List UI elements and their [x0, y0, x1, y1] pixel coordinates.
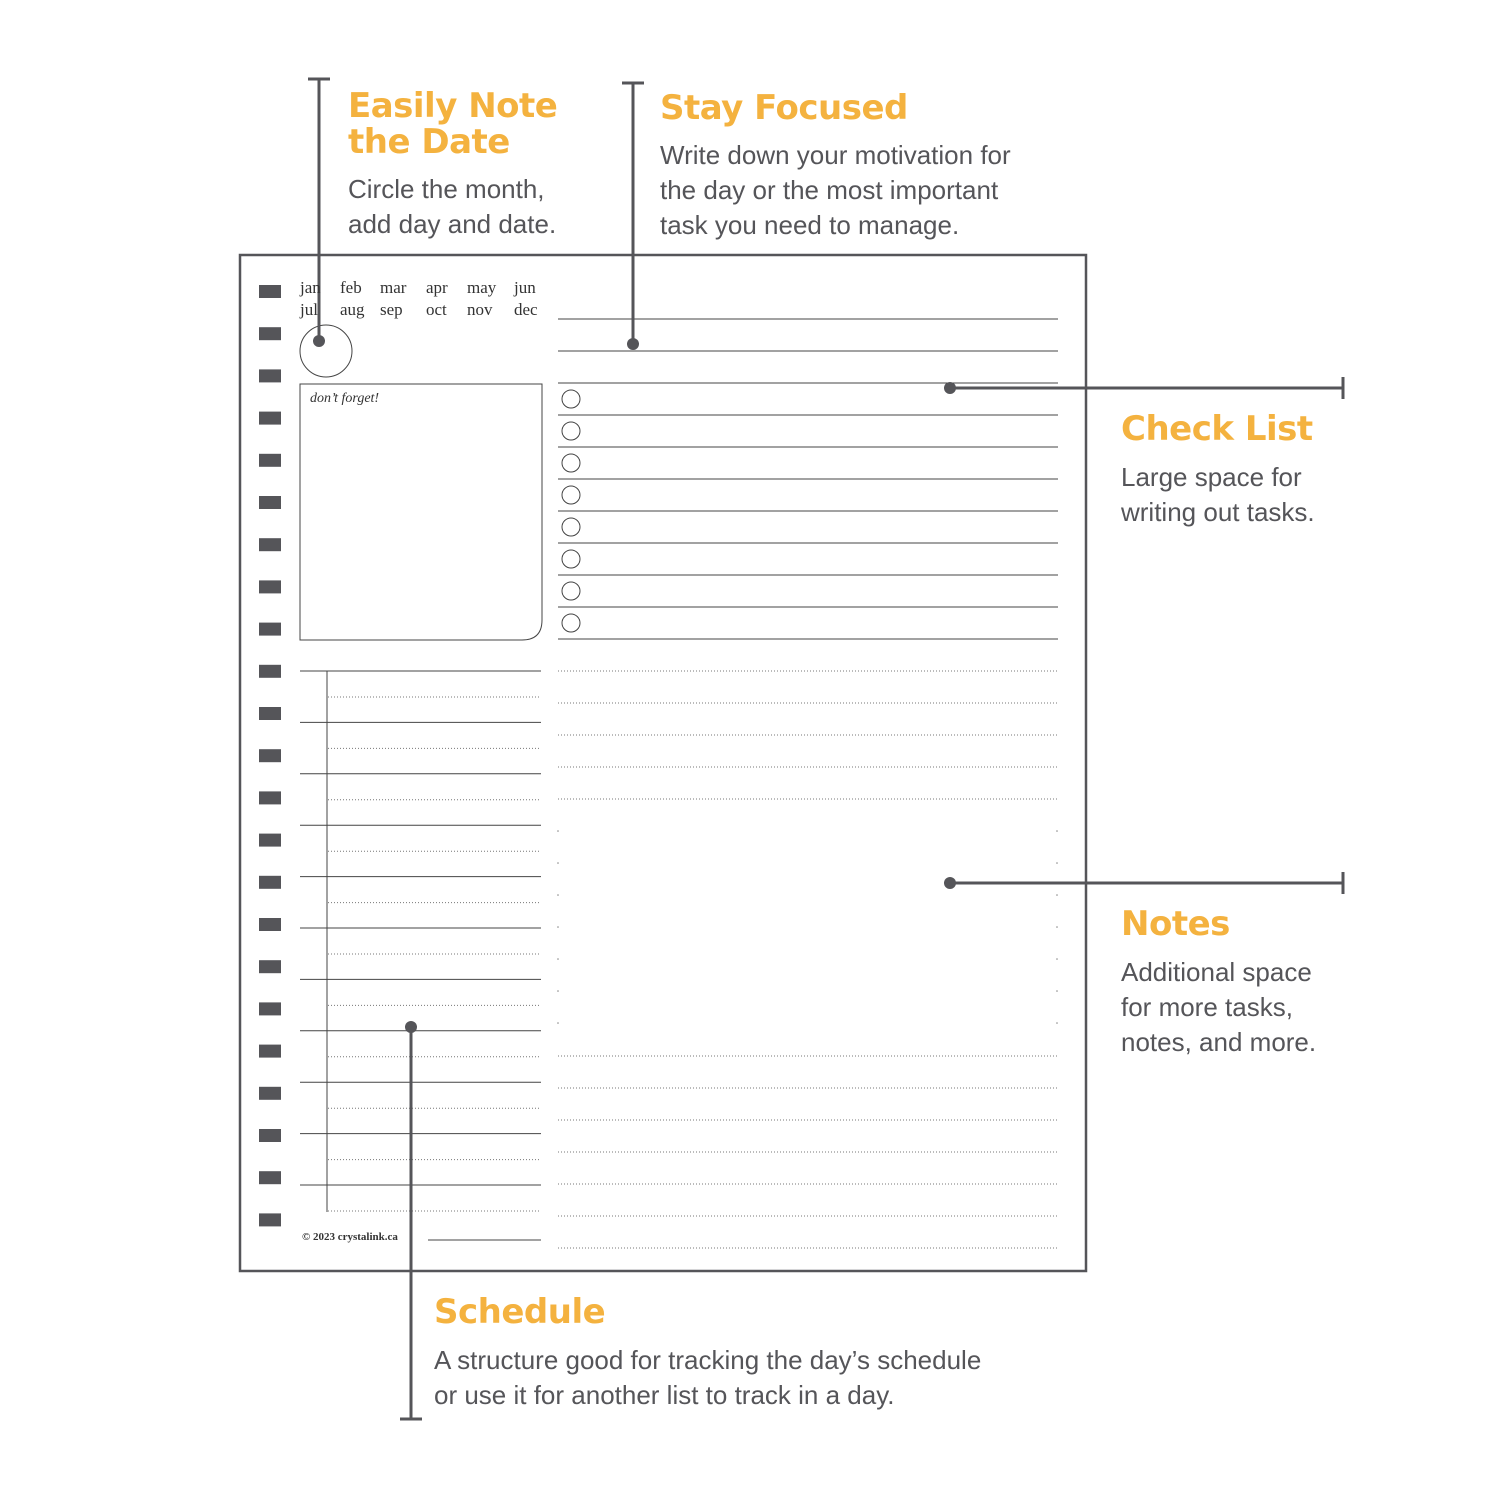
notes-pointer-dot [944, 877, 956, 889]
checklist-callout-title: Check List [1121, 409, 1313, 449]
month-dec: dec [514, 300, 538, 319]
checklist-callout-description: Large space for writing out tasks. [1121, 462, 1315, 527]
schedule-pointer-dot [405, 1021, 417, 1033]
spiral-hole [259, 327, 281, 340]
month-jul: jul [300, 300, 318, 319]
notes-dot [557, 1022, 559, 1024]
focus-callout-description: Write down your motivation for the day or the most important task you need to manage. [660, 140, 1011, 240]
spiral-hole [259, 918, 281, 931]
spiral-hole [259, 369, 281, 382]
focus-callout-title: Stay Focused [660, 88, 908, 128]
checkbox-circle [562, 454, 580, 472]
month-mar: mar [380, 278, 407, 297]
month-feb: feb [340, 278, 362, 297]
notes-callout-title: Notes [1121, 904, 1230, 944]
date-circle [300, 325, 352, 377]
notes-dot [1056, 894, 1058, 896]
spiral-hole [259, 1045, 281, 1058]
notes-dot [1056, 862, 1058, 864]
month-jan: jan [300, 278, 321, 297]
month-sep: sep [380, 300, 403, 319]
spiral-hole [259, 285, 281, 298]
date-callout-title: Easily Note the Date [348, 86, 558, 162]
spiral-hole [259, 1213, 281, 1226]
months-row-second [300, 300, 554, 322]
spiral-hole [259, 1129, 281, 1142]
schedule-callout-description: A structure good for tracking the day’s schedule or use it for another list to track in a day. [434, 1345, 982, 1410]
notes-dot [1056, 926, 1058, 928]
checkbox-circle [562, 422, 580, 440]
copyright-text: © 2023 crystalink.ca [302, 1231, 398, 1243]
checkbox-circle [562, 486, 580, 504]
spiral-hole [259, 749, 281, 762]
month-nov: nov [467, 300, 493, 319]
month-jun: jun [514, 278, 536, 297]
notes-dot [1056, 830, 1058, 832]
month-aug: aug [340, 300, 365, 319]
dont-forget-label: don’t forget! [310, 391, 380, 406]
notes-dot [557, 862, 559, 864]
notes-dot [557, 958, 559, 960]
spiral-hole [259, 538, 281, 551]
spiral-hole [259, 1002, 281, 1015]
notes-dot [557, 990, 559, 992]
dont-forget-box [300, 384, 542, 640]
notes-callout-description: Additional space for more tasks, notes, and more. [1121, 957, 1317, 1057]
checkbox-circle [562, 582, 580, 600]
spiral-hole [259, 412, 281, 425]
spiral-hole [259, 454, 281, 467]
notes-dot [1056, 990, 1058, 992]
planner-page-frame [240, 255, 1086, 1271]
spiral-hole [259, 1171, 281, 1184]
spiral-hole [259, 1087, 281, 1100]
spiral-hole [259, 834, 281, 847]
spiral-hole [259, 623, 281, 636]
checkbox-circle [562, 614, 580, 632]
notes-dot [557, 830, 559, 832]
spiral-hole [259, 496, 281, 509]
notes-dot [1056, 1022, 1058, 1024]
notes-dot [557, 926, 559, 928]
spiral-hole [259, 665, 281, 678]
notes-dot [557, 894, 559, 896]
months-row-first [300, 278, 554, 300]
month-selector [300, 278, 554, 322]
checkbox-circle [562, 550, 580, 568]
spiral-hole [259, 707, 281, 720]
spiral-hole [259, 960, 281, 973]
month-oct: oct [426, 300, 447, 319]
month-may: may [467, 278, 497, 297]
checklist-pointer-dot [944, 382, 956, 394]
checkbox-circle [562, 518, 580, 536]
focus-pointer-dot [627, 338, 639, 350]
spiral-hole [259, 876, 281, 889]
schedule-callout-title: Schedule [434, 1292, 606, 1332]
spiral-hole [259, 791, 281, 804]
notes-dot [1056, 958, 1058, 960]
date-pointer-dot [313, 335, 325, 347]
month-apr: apr [426, 278, 448, 297]
spiral-hole [259, 580, 281, 593]
date-callout-description: Circle the month, add day and date. [348, 174, 557, 239]
checkbox-circle [562, 390, 580, 408]
